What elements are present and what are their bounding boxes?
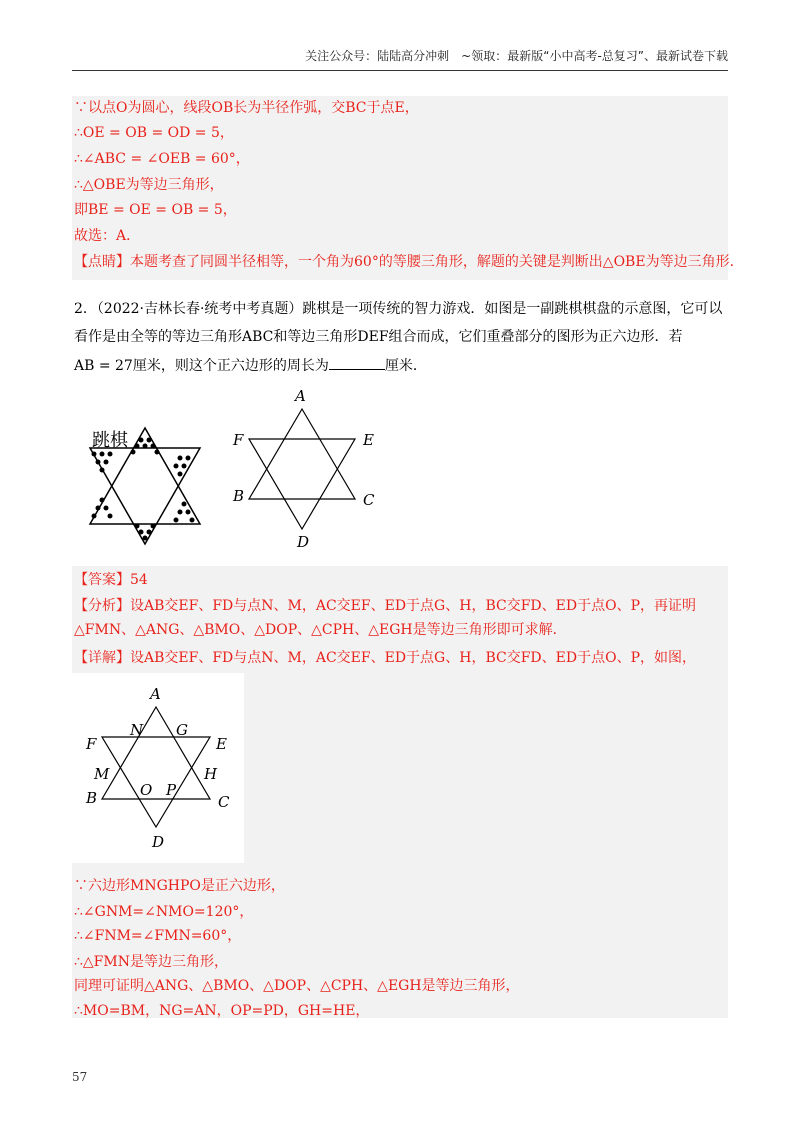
labeled-hexagram-figure <box>80 683 240 855</box>
solution-line: 即BE = OE = OB = 5， <box>74 202 237 218</box>
solution-line: ∴∠ABC = ∠OEB = 60°， <box>74 151 250 167</box>
label-F: F <box>233 431 244 449</box>
label-B: B <box>233 487 245 505</box>
question-line: 看作是由全等的等边三角形ABC和等边三角形DEF组合而成，它们重叠部分的图形为正六边形．若 <box>74 329 683 345</box>
question-line <box>74 355 427 376</box>
board-label: 跳棋 <box>92 430 128 451</box>
label-E: E <box>216 735 227 753</box>
hexagram-figure <box>225 385 385 555</box>
label-D: D <box>297 533 310 551</box>
label-C: C <box>363 491 375 509</box>
label-A: A <box>295 387 306 405</box>
solution-line: ∵以点O为圆心，线段OB长为半径作弧，交BC于点E， <box>74 100 419 116</box>
question-text: AB = 27厘米，则这个正六边形的周长为 <box>74 358 329 374</box>
label-F: F <box>86 735 97 753</box>
label-A: A <box>150 685 161 703</box>
label-O: O <box>140 781 153 799</box>
comment-line: 【点睛】本题考查了同圆半径相等，一个角为60°的等腰三角形，解题的关键是判断出△OBE为等边三角形． <box>74 254 744 270</box>
step-line: ∴△FMN是等边三角形， <box>74 954 228 970</box>
page-number: 57 <box>72 1070 88 1084</box>
label-M: M <box>94 765 110 783</box>
analysis-line: △FMN、△ANG、△BMO、△DOP、△CPH、△EGH是等边三角形即可求解． <box>74 622 567 638</box>
analysis-line: 【分析】设AB交EF、FD与点N、M，AC交EF、ED于点G、H，BC交FD、ED于点O、P，再证明 <box>74 598 696 614</box>
answer-line: 【答案】54 <box>74 572 148 588</box>
detail-line: 【详解】设AB交EF、FD与点N、M，AC交EF、ED于点G、H，BC交FD、ED于点O、P，如图， <box>74 650 696 666</box>
label-E: E <box>363 431 374 449</box>
checkers-board-figure <box>80 420 210 550</box>
label-N: N <box>130 721 144 739</box>
solution-line: ∴OE = OB = OD = 5， <box>74 125 234 141</box>
label-B: B <box>86 789 98 807</box>
label-H: H <box>204 765 218 783</box>
label-G: G <box>176 721 188 739</box>
step-line: ∵六边形MNGHPO是正六边形， <box>74 878 285 894</box>
question-text: 厘米． <box>384 358 427 374</box>
label-C: C <box>218 793 230 811</box>
header-rule <box>72 70 728 71</box>
answer-blank <box>329 355 385 370</box>
label-D: D <box>152 833 165 851</box>
step-line: ∴MO=BM，NG=AN，OP=PD，GH=HE， <box>74 1003 370 1019</box>
question-line: 2．（2022·吉林长春·统考中考真题）跳棋是一项传统的智力游戏．如图是一副跳棋棋盘的示意图，它可以 <box>74 301 723 317</box>
step-line: ∴∠FNM=∠FMN=60°， <box>74 928 242 944</box>
step-line: ∴∠GNM=∠NMO=120°， <box>74 904 254 920</box>
step-line: 同理可证明△ANG、△BMO、△DOP、△CPH、△EGH是等边三角形， <box>74 978 520 994</box>
solution-line: 故选：A． <box>74 228 141 244</box>
solution-line: ∴△OBE为等边三角形， <box>74 177 224 193</box>
label-P: P <box>166 781 177 799</box>
page-header: 关注公众号：陆陆高分冲刺 ~领取：最新版“小中高考-总复习”、最新试卷下载 <box>305 49 728 63</box>
